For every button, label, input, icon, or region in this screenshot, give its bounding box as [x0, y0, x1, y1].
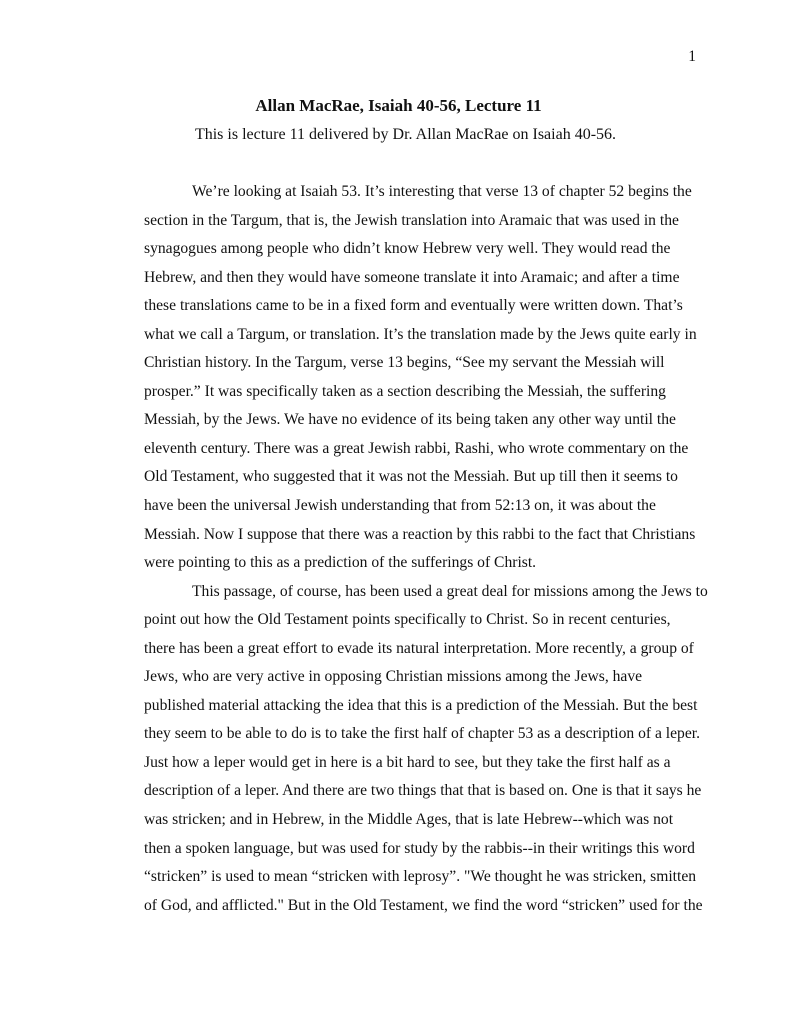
text-line: prosper.” It was specifically taken as a section describing the Messiah, the suffering: [144, 382, 666, 400]
text-line: what we call a Targum, or translation. It’s the translation made by the Jews quite early in: [144, 325, 697, 343]
document-subtitle: This is lecture 11 delivered by Dr. Allan MacRae on Isaiah 40-56.: [194, 126, 617, 143]
text-line: This passage, of course, has been used a great deal for missions among the Jews to: [192, 582, 708, 600]
text-line: Messiah. Now I suppose that there was a reaction by this rabbi to the fact that Christians: [144, 525, 696, 543]
text-line: We’re looking at Isaiah 53. It’s interesting that verse 13 of chapter 52 begins the: [192, 183, 692, 200]
text-line: were pointing to this as a prediction of the sufferings of Christ.: [144, 554, 537, 572]
text-line: of God, and afflicted." But in the Old Testament, we find the word “stricken” used for the: [144, 896, 703, 914]
paragraph-1: [96, 178, 696, 578]
text-line: Jews, who are very active in opposing Christian missions among the Jews, have: [144, 668, 643, 686]
text-line: was stricken; and in Hebrew, in the Middle Ages, that is late Hebrew--which was not: [144, 811, 674, 829]
text-line: section in the Targum, that is, the Jewish translation into Aramaic that was used in the: [144, 211, 679, 229]
text-line: Old Testament, who suggested that it was not the Messiah. But up till then it seems to: [144, 468, 678, 486]
text-line: these translations came to be in a fixed form and eventually were written down. That’s: [144, 297, 683, 315]
document-title: Allan MacRae, Isaiah 40-56, Lecture 11: [255, 96, 542, 115]
text-line: have been the universal Jewish understanding that from 52:13 on, it was about the: [144, 497, 656, 515]
text-line: there has been a great effort to evade its natural interpretation. More recently, a group of: [144, 639, 694, 657]
text-line: published material attacking the idea that this is a prediction of the Messiah. But the best: [144, 696, 698, 714]
text-line: synagogues among people who didn’t know Hebrew very well. They would read the: [144, 240, 671, 258]
page-number: 1: [688, 48, 696, 65]
text-line: Messiah, by the Jews. We have no evidence of its being taken any other way until the: [144, 411, 676, 429]
text-line: eleventh century. There was a great Jewish rabbi, Rashi, who wrote commentary on the: [144, 439, 689, 457]
paragraph-2: [96, 578, 708, 921]
text-line: description of a leper. And there are two things that that is based on. One is that it says he: [144, 782, 702, 800]
body-text: [96, 178, 708, 920]
text-line: then a spoken language, but was used for study by the rabbis--in their writings this word: [144, 839, 695, 857]
text-line: they seem to be able to do is to take the first half of chapter 53 as a description of a leper.: [144, 725, 700, 743]
text-line: Christian history. In the Targum, verse 13 begins, “See my servant the Messiah will: [144, 354, 665, 372]
text-line: point out how the Old Testament points specifically to Christ. So in recent centuries,: [144, 611, 671, 629]
text-line: Hebrew, and then they would have someone translate it into Aramaic; and after a time: [144, 268, 680, 286]
text-line: “stricken” is used to mean “stricken with leprosy”. "We thought he was stricken, smitten: [144, 868, 697, 886]
text-line: Just how a leper would get in here is a bit hard to see, but they take the first half as a: [144, 753, 671, 771]
